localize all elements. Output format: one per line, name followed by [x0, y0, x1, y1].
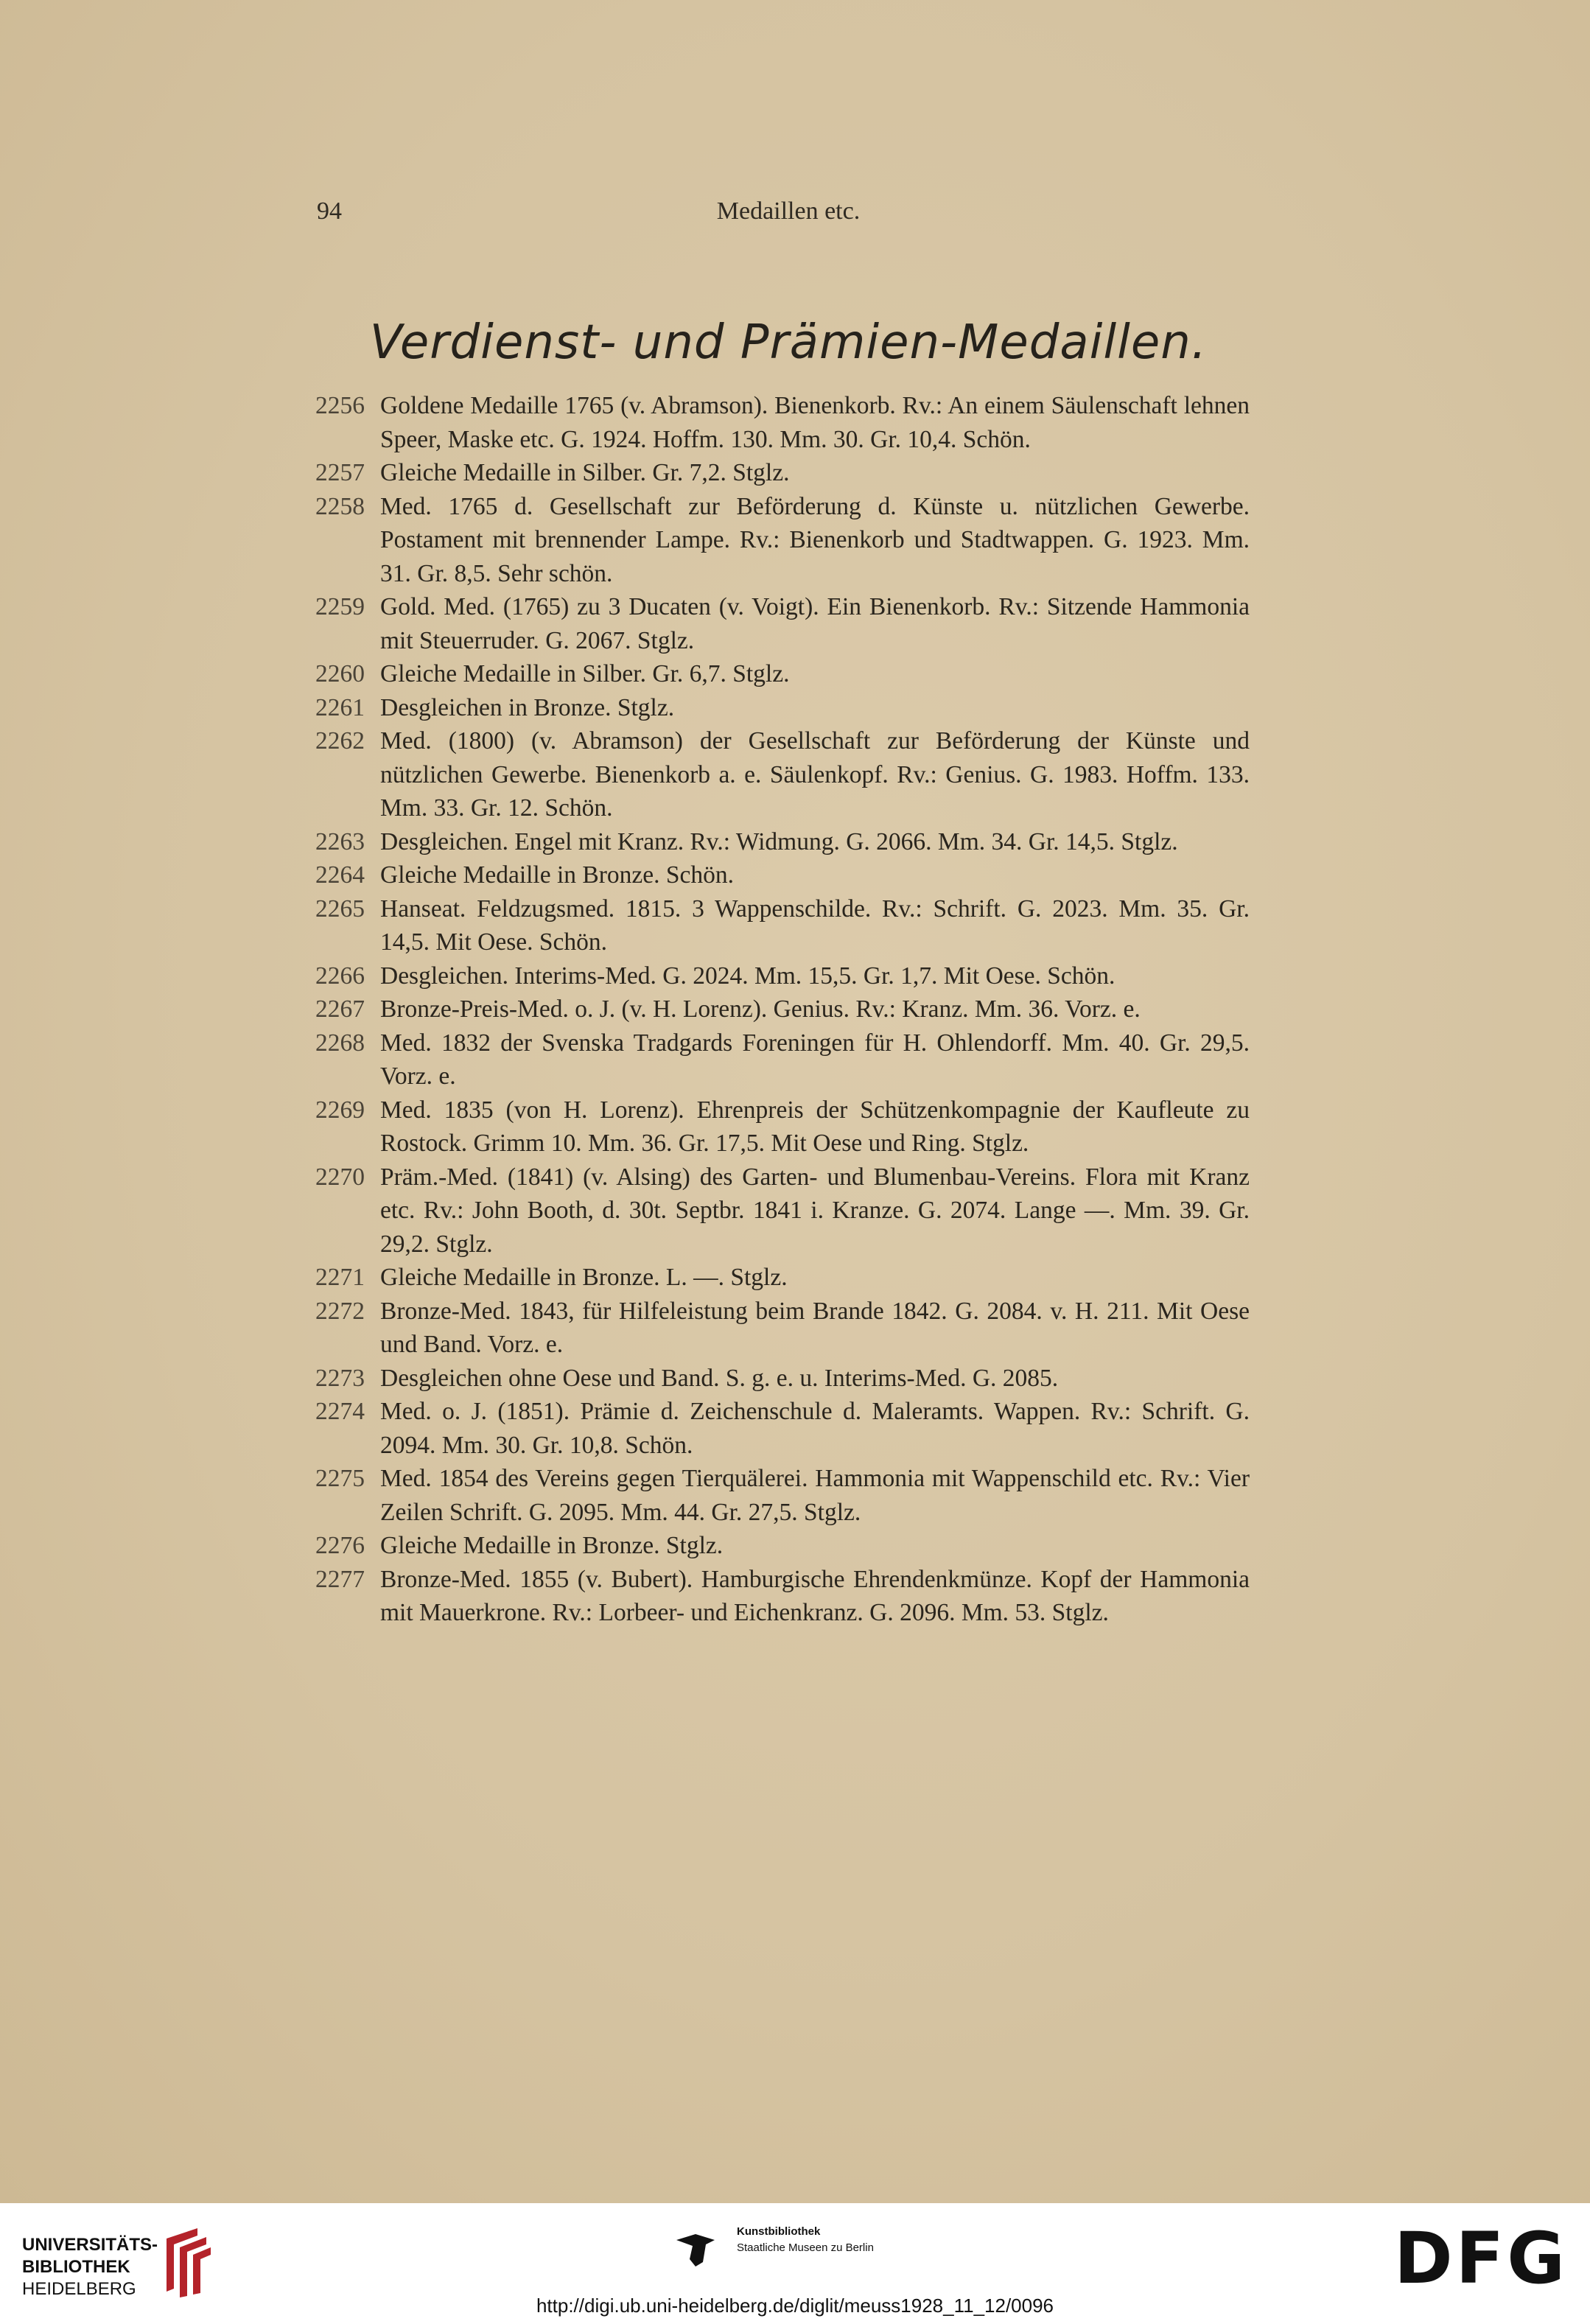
entry-number: 2271: [315, 1264, 365, 1291]
entry-text: Desgleichen ohne Oese und Band. S. g. e. u. Interims-Med. G. 2085.: [380, 1364, 1059, 1392]
entry-number: 2266: [315, 962, 365, 990]
entry-text: Desgleichen in Bronze. Stglz.: [380, 693, 675, 721]
entry-number: 2260: [315, 660, 365, 687]
entry-number: 2272: [315, 1297, 365, 1325]
kunstbibliothek-eagle-icon: [673, 2224, 718, 2268]
catalog-entry: [315, 825, 1250, 859]
library-name-line3: HEIDELBERG: [22, 2279, 136, 2299]
entry-number: 2258: [315, 492, 365, 520]
catalog-entry: [315, 657, 1250, 691]
entry-text: Gleiche Medaille in Bronze. L. —. Stglz.: [380, 1264, 788, 1291]
entry-text: Med. o. J. (1851). Prämie d. Zeichenschule d. Maleramts. Wappen. Rv.: Schrift. G. 2094. Mm. 30. Gr. 10,8. Schön.: [380, 1398, 1250, 1459]
catalog-entry: [315, 1563, 1250, 1630]
entry-number: 2256: [315, 392, 365, 419]
catalog-entry: [315, 1261, 1250, 1295]
kunstbibliothek-subtitle: Staatliche Museen zu Berlin: [737, 2241, 874, 2254]
catalog-entry: [315, 1395, 1250, 1462]
entry-number: 2276: [315, 1532, 365, 1559]
catalog-entry: [315, 389, 1250, 456]
heidelberg-library-logo[interactable]: [22, 2234, 158, 2300]
entry-number: 2269: [315, 1096, 365, 1124]
entry-number: 2277: [315, 1565, 365, 1593]
entry-number: 2270: [315, 1163, 365, 1191]
entry-text: Med. 1765 d. Gesellschaft zur Beförderung d. Künste u. nützlichen Gewerbe. Postament mit brennender Lampe. Rv.: Bienenkorb und Stadtwappen. G. 1923. Mm. 31. Gr. 8,5. Sehr schön.: [380, 492, 1250, 587]
catalog-entry: [315, 1362, 1250, 1396]
entry-text: Hanseat. Feldzugsmed. 1815. 3 Wappenschilde. Rv.: Schrift. G. 2023. Mm. 35. Gr. 14,5. Mit Oese. Schön.: [380, 895, 1250, 956]
kunstbibliothek-logo[interactable]: [737, 2224, 874, 2256]
entry-text: Bronze-Med. 1843, für Hilfeleistung beim Brande 1842. G. 2084. v. H. 211. Mit Oese und Band. Vorz. e.: [380, 1297, 1250, 1358]
entry-number: 2261: [315, 693, 365, 721]
running-head: Medaillen etc.: [716, 197, 861, 225]
library-name-line1: UNIVERSITÄTS-: [22, 2235, 158, 2255]
entry-text: Präm.-Med. (1841) (v. Alsing) des Garten- und Blumenbau-Vereins. Flora mit Kranz etc. Rv.: John Booth, d. 30t. Septbr. 1841 i. Kranze. G. 2074. Lange —. Mm. 39. Gr. 29,2. Stglz.: [380, 1163, 1250, 1258]
library-mark-icon: [161, 2225, 214, 2299]
entry-number: 2257: [315, 459, 365, 486]
entry-number: 2263: [315, 827, 365, 855]
catalog-entry: [315, 456, 1250, 490]
entry-number: 2273: [315, 1364, 365, 1392]
entry-number: 2265: [315, 895, 365, 923]
catalog-entry: [315, 858, 1250, 892]
entry-number: 2274: [315, 1398, 365, 1425]
catalog-entry: [315, 959, 1250, 993]
entry-text: Goldene Medaille 1765 (v. Abramson). Bienenkorb. Rv.: An einem Säulenschaft lehnen Speer, Maske etc. G. 1924. Hoffm. 130. Mm. 30. Gr. 10,4. Schön.: [380, 392, 1250, 453]
entry-text: Med. 1832 der Svenska Tradgards Foreningen für H. Ohlendorff. Mm. 40. Gr. 29,5. Vorz. e.: [380, 1029, 1250, 1090]
entry-text: Desgleichen. Engel mit Kranz. Rv.: Widmung. G. 2066. Mm. 34. Gr. 14,5. Stglz.: [380, 827, 1178, 855]
page-number: 94: [317, 197, 342, 225]
catalog-entry: [315, 1093, 1250, 1161]
catalog-entry: [315, 1161, 1250, 1261]
entry-number: 2268: [315, 1029, 365, 1057]
entry-number: 2275: [315, 1465, 365, 1492]
entry-text: Gleiche Medaille in Bronze. Schön.: [380, 861, 735, 889]
entry-number: 2259: [315, 593, 365, 620]
catalog-entry: [315, 892, 1250, 959]
entry-text: Gleiche Medaille in Silber. Gr. 6,7. Stglz.: [380, 660, 790, 687]
section-title: Verdienst- und Prämien-Medaillen.: [369, 315, 1208, 370]
viewer-footer: [0, 2203, 1590, 2324]
entry-text: Med. (1800) (v. Abramson) der Gesellschaft zur Beförderung der Künste und nützlichen Gewerbe. Bienenkorb a. e. Säulenkopf. Rv.: Genius. G. 1983. Hoffm. 133. Mm. 33. Gr. 12. Schön.: [380, 727, 1250, 822]
catalog-entry: [315, 490, 1250, 591]
catalog-entry: [315, 1026, 1250, 1093]
entry-text: Med. 1854 des Vereins gegen Tierquälerei. Hammonia mit Wappenschild etc. Rv.: Vier Zeilen Schrift. G. 2095. Mm. 44. Gr. 27,5. Stglz.: [380, 1465, 1250, 1526]
kunstbibliothek-name: Kunstbibliothek: [737, 2225, 821, 2238]
catalog-entry: [315, 1529, 1250, 1563]
catalog-entries: [315, 389, 1250, 1630]
entry-number: 2264: [315, 861, 365, 889]
entry-text: Bronze-Med. 1855 (v. Bubert). Hamburgische Ehrendenkmünze. Kopf der Hammonia mit Mauerkrone. Rv.: Lorbeer- und Eichenkranz. G. 2096. Mm. 53. Stglz.: [380, 1565, 1250, 1626]
catalog-entry: [315, 993, 1250, 1026]
catalog-entry: [315, 590, 1250, 657]
entry-text: Gleiche Medaille in Bronze. Stglz.: [380, 1532, 724, 1559]
library-name-line2: BIBLIOTHEK: [22, 2257, 130, 2277]
entry-text: Gold. Med. (1765) zu 3 Ducaten (v. Voigt). Ein Bienenkorb. Rv.: Sitzende Hammonia mit Steuerruder. G. 2067. Stglz.: [380, 593, 1250, 654]
entry-text: Desgleichen. Interims-Med. G. 2024. Mm. 15,5. Gr. 1,7. Mit Oese. Schön.: [380, 962, 1116, 990]
entry-text: Bronze-Preis-Med. o. J. (v. H. Lorenz). Genius. Rv.: Kranz. Mm. 36. Vorz. e.: [380, 995, 1141, 1023]
permalink-url[interactable]: http://digi.ub.uni-heidelberg.de/diglit/meuss1928_11_12/0096: [536, 2295, 1054, 2317]
catalog-entry: [315, 1462, 1250, 1529]
catalog-entry: [315, 724, 1250, 825]
entry-text: Gleiche Medaille in Silber. Gr. 7,2. Stglz.: [380, 459, 790, 486]
entry-text: Med. 1835 (von H. Lorenz). Ehrenpreis der Schützenkompagnie der Kaufleute zu Rostock. Grimm 10. Mm. 36. Gr. 17,5. Mit Oese und Ring. Stglz.: [380, 1096, 1250, 1157]
catalog-entry: [315, 691, 1250, 725]
entry-number: 2267: [315, 995, 365, 1023]
dfg-logo[interactable]: DFG: [1393, 2217, 1568, 2300]
catalog-entry: [315, 1295, 1250, 1362]
entry-number: 2262: [315, 727, 365, 755]
